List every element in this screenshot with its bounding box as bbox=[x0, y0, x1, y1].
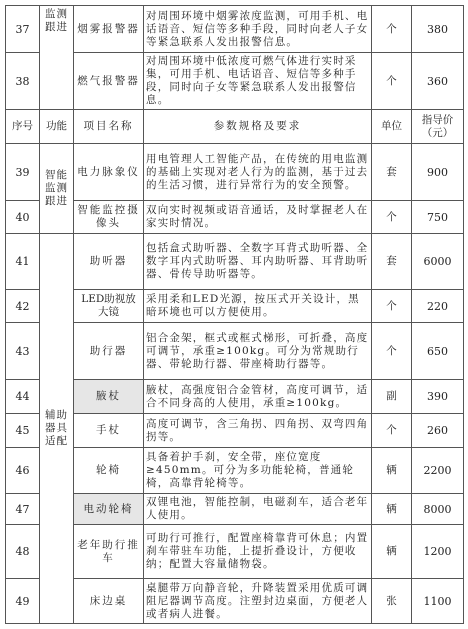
group-label: 监测跟进 bbox=[45, 8, 68, 33]
table-row bbox=[6, 234, 464, 290]
item-unit: 个 bbox=[372, 414, 412, 448]
table-row bbox=[6, 525, 464, 579]
item-name: 老年助行推车 bbox=[74, 525, 144, 579]
group-label: 辅助器具适配 bbox=[40, 234, 74, 624]
row-no: 48 bbox=[6, 525, 40, 579]
row-no: 44 bbox=[6, 380, 40, 414]
item-unit: 辆 bbox=[372, 525, 412, 579]
group-function-label bbox=[40, 6, 74, 110]
item-price: 6000 bbox=[412, 234, 464, 290]
table-row bbox=[6, 494, 464, 525]
item-price: 390 bbox=[412, 380, 464, 414]
table-row bbox=[6, 6, 464, 53]
header-no: 序号 bbox=[6, 110, 40, 144]
item-spec: 可助行可推行，配置座椅靠背可休息；内置刹车带驻车功能，上提折叠设计，方便收纳；配置大容量储物袋。 bbox=[144, 525, 372, 579]
item-spec: 采用柔和LED光源，按压式开关设计，黑暗环境也可以方便使用。 bbox=[144, 290, 372, 323]
price-list-table bbox=[5, 5, 464, 624]
item-name: 床边桌 bbox=[74, 579, 144, 624]
item-price: 650 bbox=[412, 323, 464, 380]
table-row bbox=[6, 414, 464, 448]
item-spec: 对周围环境中低浓度可燃气体进行实时采集，可用手机、电话语音、短信等多种手段，同时向子女等紧急联系人发出报警信息。 bbox=[144, 53, 372, 110]
item-unit: 个 bbox=[372, 323, 412, 380]
item-price: 750 bbox=[412, 201, 464, 234]
row-no: 47 bbox=[6, 494, 40, 525]
item-price: 380 bbox=[412, 6, 464, 53]
item-spec: 腋杖，高强度铝合金管材，高度可调节，适合不同身高的人使用，承重≥100kg。 bbox=[144, 380, 372, 414]
item-spec: 包括盒式助听器、全数字耳背式助听器、全数字耳内式助听器、耳内助听器、耳背助听器、骨传导助听器等。 bbox=[144, 234, 372, 290]
table-header-row bbox=[6, 110, 464, 144]
row-no: 39 bbox=[6, 144, 40, 201]
item-price: 260 bbox=[412, 414, 464, 448]
table-row bbox=[6, 290, 464, 323]
header-spec: 参数规格及要求 bbox=[144, 110, 372, 144]
group-label: 智能监测跟进 bbox=[40, 144, 74, 234]
item-unit: 副 bbox=[372, 380, 412, 414]
item-spec: 高度可调节，含三角拐、四角拐、双弯四角拐等。 bbox=[144, 414, 372, 448]
row-no: 38 bbox=[6, 53, 40, 110]
item-unit: 套 bbox=[372, 234, 412, 290]
item-price: 1200 bbox=[412, 525, 464, 579]
table-row bbox=[6, 579, 464, 624]
item-name: 电动轮椅 bbox=[74, 494, 144, 525]
item-spec: 双向实时视频或语音通话，及时掌握老人在家实时情况。 bbox=[144, 201, 372, 234]
item-unit: 个 bbox=[372, 290, 412, 323]
header-price: 指导价（元） bbox=[412, 110, 464, 144]
item-name: 助听器 bbox=[74, 234, 144, 290]
header-name: 项目名称 bbox=[74, 110, 144, 144]
row-no: 42 bbox=[6, 290, 40, 323]
header-unit: 单位 bbox=[372, 110, 412, 144]
price-list-sheet bbox=[5, 5, 464, 624]
row-no: 45 bbox=[6, 414, 40, 448]
item-name: 腋杖 bbox=[74, 380, 144, 414]
header-function: 功能 bbox=[40, 110, 74, 144]
item-unit: 辆 bbox=[372, 448, 412, 494]
item-unit: 个 bbox=[372, 53, 412, 110]
item-name: 智能监控摄像头 bbox=[74, 201, 144, 234]
item-unit: 个 bbox=[372, 6, 412, 53]
table-row bbox=[6, 144, 464, 201]
item-spec: 铝合金架，框式或框式梯形，可折叠，高度可调节，承重≥100kg。可分为常规助行器、带轮助行器、带座椅助行器等。 bbox=[144, 323, 372, 380]
item-name: 手杖 bbox=[74, 414, 144, 448]
item-name: 烟雾报警器 bbox=[74, 6, 144, 53]
item-unit: 个 bbox=[372, 201, 412, 234]
item-spec: 具备着护手刹，安全带，座位宽度≥450mm。可分为多功能轮椅，普通轮椅，高靠背轮椅等。 bbox=[144, 448, 372, 494]
item-name: 电力脉象仪 bbox=[74, 144, 144, 201]
item-name: 助行器 bbox=[74, 323, 144, 380]
item-name: LED助视放大镜 bbox=[74, 290, 144, 323]
row-no: 46 bbox=[6, 448, 40, 494]
row-no: 37 bbox=[6, 6, 40, 53]
table-row bbox=[6, 380, 464, 414]
item-spec: 桌腿带万向静音轮，升降装置采用优质可调阻尼器调节高度。注塑封边桌面，方便老人或者病人进餐。 bbox=[144, 579, 372, 624]
item-price: 8000 bbox=[412, 494, 464, 525]
item-price: 900 bbox=[412, 144, 464, 201]
table-row bbox=[6, 53, 464, 110]
item-name: 轮椅 bbox=[74, 448, 144, 494]
row-no: 41 bbox=[6, 234, 40, 290]
table-row bbox=[6, 323, 464, 380]
item-spec: 双锂电池，智能控制，电磁刹车，适合老年人使用。 bbox=[144, 494, 372, 525]
table-row bbox=[6, 201, 464, 234]
row-no: 49 bbox=[6, 579, 40, 624]
item-name: 燃气报警器 bbox=[74, 53, 144, 110]
row-no: 40 bbox=[6, 201, 40, 234]
item-price: 2200 bbox=[412, 448, 464, 494]
item-price: 360 bbox=[412, 53, 464, 110]
table-row bbox=[6, 448, 464, 494]
item-spec: 对周围环境中烟雾浓度监测，可用手机、电话语音、短信等多种手段，同时向老人子女等紧急联系人发出报警信息。 bbox=[144, 6, 372, 53]
item-price: 1100 bbox=[412, 579, 464, 624]
row-no: 43 bbox=[6, 323, 40, 380]
item-unit: 套 bbox=[372, 144, 412, 201]
item-spec: 用电管理人工智能产品，在传统的用电监测的基础上实现对老人行为的监测，基于过去的生活习惯，进行异常行为的安全预警。 bbox=[144, 144, 372, 201]
item-unit: 辆 bbox=[372, 494, 412, 525]
item-price: 220 bbox=[412, 290, 464, 323]
item-unit: 张 bbox=[372, 579, 412, 624]
